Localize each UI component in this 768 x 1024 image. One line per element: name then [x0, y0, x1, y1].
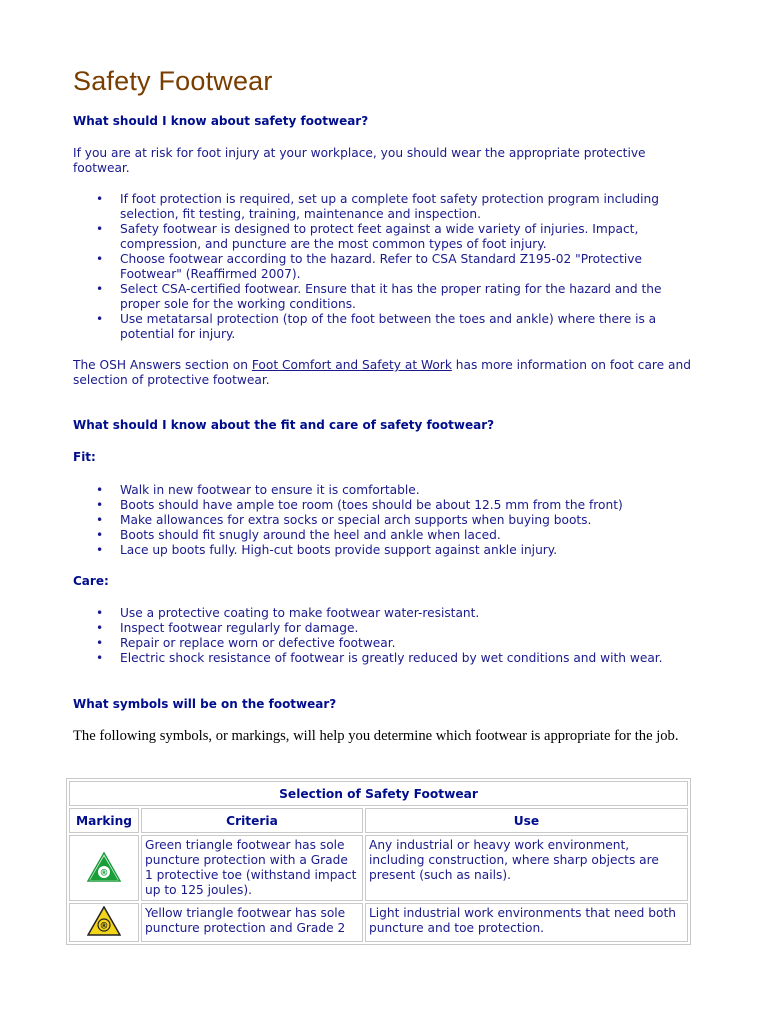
- registered-symbol: ®: [99, 921, 109, 932]
- question-heading-fit-care: What should I know about the fit and care of safety footwear?: [73, 418, 495, 432]
- table-row: [69, 903, 688, 942]
- list-item: • Use metatarsal protection (top of the foot between the toes and ankle) where there is a potential for injury.: [73, 312, 698, 342]
- criteria-cell: Green triangle footwear has sole puncture protection with a Grade 1 protective toe (withstand impact up to 125 joules).: [141, 835, 363, 901]
- care-heading: Care:: [73, 574, 109, 588]
- page-title: Safety Footwear: [73, 66, 273, 96]
- foot-comfort-link[interactable]: Foot Comfort and Safety at Work: [251, 358, 452, 372]
- list-item: • If foot protection is required, set up a complete foot safety protection program including selection, fit testing, training, maintenance and inspection.: [73, 192, 698, 222]
- list-item: • Safety footwear is designed to protect feet against a wide variety of injuries. Impact, compression, and puncture are the most common types of foot injury.: [73, 222, 698, 252]
- list-item: • Lace up boots fully. High-cut boots provide support against ankle injury.: [73, 543, 698, 558]
- question-heading-symbols: What symbols will be on the footwear?: [73, 697, 337, 711]
- list-item: • Use a protective coating to make footwear water-resistant.: [73, 606, 698, 621]
- intro-paragraph: If you are at risk for foot injury at your workplace, you should wear the appropriate protective footwear.: [73, 146, 646, 175]
- column-header-use: Use: [365, 808, 688, 833]
- green-triangle-icon: [87, 852, 121, 882]
- safety-footwear-table: [66, 778, 691, 945]
- list-item: • Boots should fit snugly around the heel and ankle when laced.: [73, 528, 698, 543]
- osh-answers-paragraph: [73, 358, 693, 388]
- registered-symbol: ®: [99, 868, 109, 878]
- osh-text-before: The OSH Answers section on: [73, 358, 252, 372]
- list-item: • Repair or replace worn or defective footwear.: [73, 636, 698, 651]
- symbols-intro-paragraph: The following symbols, or markings, will help you determine which footwear is appropriate for the job.: [73, 728, 679, 744]
- table-row: [69, 835, 688, 901]
- column-header-marking: Marking: [69, 808, 139, 833]
- marking-cell: [69, 903, 139, 942]
- use-cell: Any industrial or heavy work environment, including construction, where sharp objects are present (such as nails).: [365, 835, 688, 901]
- fit-list: [73, 483, 698, 558]
- list-item: • Boots should have ample toe room (toes should be about 12.5 mm from the front): [73, 498, 698, 513]
- fit-heading: Fit:: [73, 450, 96, 464]
- list-item: • Select CSA-certified footwear. Ensure that it has the proper rating for the hazard and the proper sole for the working conditions.: [73, 282, 698, 312]
- question-heading-safety-footwear: What should I know about safety footwear?: [73, 114, 369, 128]
- table-caption: Selection of Safety Footwear: [69, 781, 688, 806]
- criteria-cell: Yellow triangle footwear has sole puncture protection and Grade 2: [141, 903, 363, 942]
- use-cell: Light industrial work environments that need both puncture and toe protection.: [365, 903, 688, 942]
- safety-footwear-list: [73, 192, 698, 342]
- list-item: • Electric shock resistance of footwear is greatly reduced by wet conditions and with wear.: [73, 651, 698, 666]
- yellow-triangle-icon: [87, 906, 121, 936]
- list-item: • Choose footwear according to the hazard. Refer to CSA Standard Z195-02 "Protective Footwear" (Reaffirmed 2007).: [73, 252, 698, 282]
- care-list: [73, 606, 698, 666]
- column-header-criteria: Criteria: [141, 808, 363, 833]
- list-item: • Walk in new footwear to ensure it is comfortable.: [73, 483, 698, 498]
- marking-cell: [69, 835, 139, 901]
- list-item: • Inspect footwear regularly for damage.: [73, 621, 698, 636]
- list-item: • Make allowances for extra socks or special arch supports when buying boots.: [73, 513, 698, 528]
- osh-text-after: has more information on foot care and selection of protective footwear.: [73, 358, 691, 387]
